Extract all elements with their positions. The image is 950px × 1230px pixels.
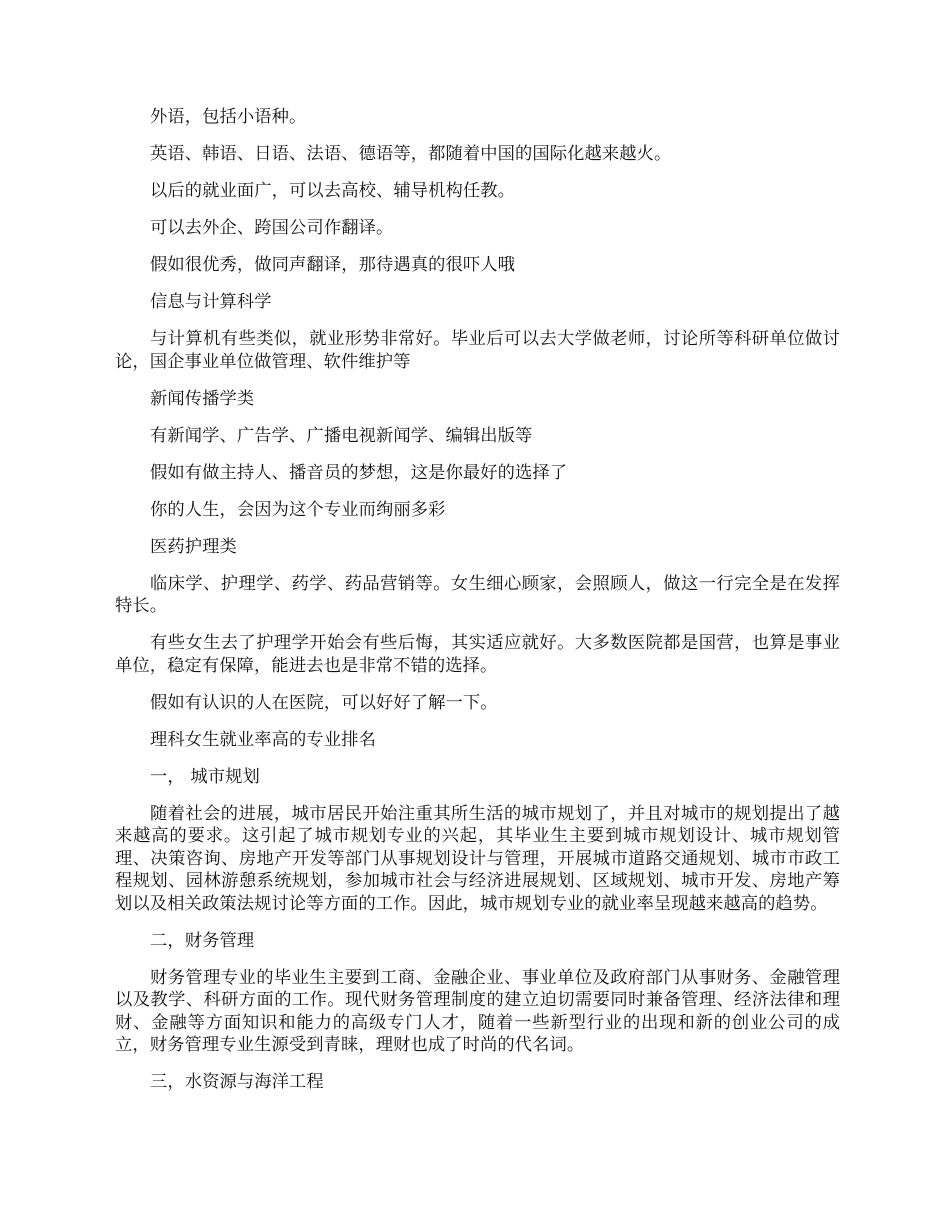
paragraph-14: 有些女生去了护理学开始会有些后悔，其实适应就好。大多数医院都是国营，也算是事业单位，稳定有保障，能进去也是非常不错的选择。	[115, 633, 840, 676]
section-heading-urban-planning: 一， 城市规划	[150, 766, 260, 787]
paragraph-20: 财务管理专业的毕业生主要到工商、金融企业、事业单位及政府部门从事财务、金融管理以及教学、科研方面的工作。现代财务管理制度的建立迫切需要同时兼备管理、经济法律和理财、金融等方面知识和能力的高级专门人才，随着一些新型行业的出现和新的创业公司的成立，财务管理专业生源受到青睐，理财也成了时尚的代名词。	[115, 967, 840, 1055]
section-heading-water-resources: 三，水资源与海洋工程	[150, 1072, 324, 1092]
section-heading-financial-management: 二，财务管理	[150, 930, 255, 951]
paragraph-1: 外语，包括小语种。	[150, 107, 307, 127]
paragraph-18: 随着社会的进展，城市居民开始注重其所生活的城市规划了，并且对城市的规划提出了越来越高的要求。这引起了城市规划专业的兴起，其毕业生主要到城市规划设计、城市规划管理、决策咨询、房地产开发等部门从事规划设计与管理，开展城市道路交通规划、城市市政工程规划、园林游憩系统规划，参加城市社会与经济进展规划、区域规划、城市开发、房地产筹划以及相关政策法规讨论等方面的工作。因此，城市规划专业的就业率呈现越来越高的趋势。	[115, 803, 840, 914]
paragraph-5: 假如很优秀，做同声翻译，那待遇真的很吓人哦	[150, 255, 516, 275]
paragraph-2: 英语、韩语、日语、法语、德语等，都随着中国的国际化越来越火。	[150, 144, 672, 164]
paragraph-13: 临床学、护理学、药学、药品营销等。女生细心顾家，会照顾人，做这一行完全是在发挥特长。	[115, 573, 840, 616]
section-heading-journalism: 新闻传播学类	[150, 388, 255, 409]
paragraph-7: 与计算机有些类似，就业形势非常好。毕业后可以去大学做老师，讨论所等科研单位做讨论，国企事业单位做管理、软件维护等	[115, 329, 840, 372]
paragraph-11: 你的人生，会因为这个专业而绚丽多彩	[150, 499, 446, 520]
section-heading-medical-nursing: 医药护理类	[150, 536, 237, 557]
section-heading-ranking: 理科女生就业率高的专业排名	[150, 729, 376, 750]
paragraph-9: 有新闻学、广告学、广播电视新闻学、编辑出版等	[150, 425, 533, 446]
paragraph-15: 假如有认识的人在医院，可以好好了解一下。	[150, 692, 498, 713]
paragraph-3: 以后的就业面广，可以去高校、辅导机构任教。	[150, 181, 516, 201]
paragraph-4: 可以去外企、跨国公司作翻译。	[150, 218, 394, 238]
document-body	[115, 106, 840, 1108]
paragraph-10: 假如有做主持人、播音员的梦想，这是你最好的选择了	[150, 462, 568, 483]
section-heading-info-computing: 信息与计算科学	[150, 292, 272, 312]
